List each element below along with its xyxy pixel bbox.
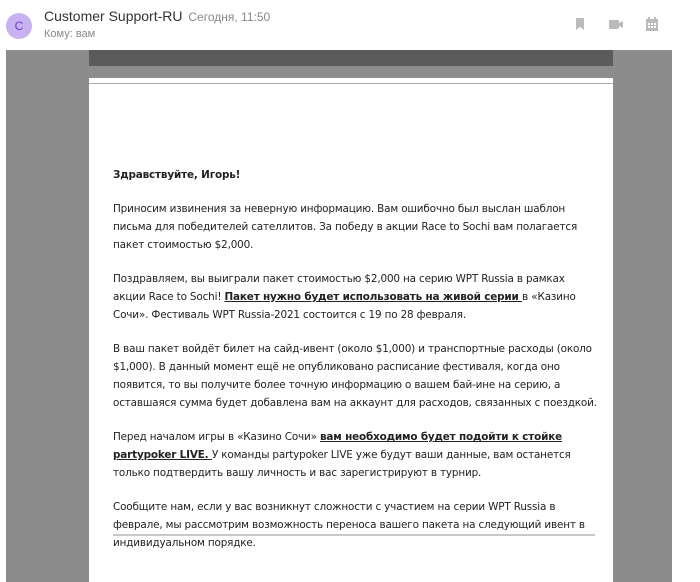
paragraph-5: Сообщите нам, если у вас возникнут сложности с участием на серии WPT Russia в феврале, мы рассмотрим возможность переноса вашего пакета на следующий ивент в индивидуальном порядке. (113, 501, 585, 549)
text: Поздравляем, вы выиграли пакет стоимостью $2,000 на серию WPT Russia в рамках акции Race to Sochi! (113, 273, 565, 303)
sender-name[interactable]: Customer Support-RU (44, 8, 183, 24)
email-banner (89, 50, 613, 66)
sender-line (44, 8, 270, 24)
paragraph-2 (113, 270, 597, 324)
text: У команды partypoker LIVE уже будут ваши данные, вам останется только подтвердить вашу личность и вас зарегистрируют в турнир. (113, 449, 571, 479)
video-icon[interactable] (608, 16, 624, 32)
sender-avatar[interactable]: C (6, 13, 32, 39)
paragraph-1: Приносим извинения за неверную информацию. Вам ошибочно был выслан шаблон письма для победителей сателлитов. За победу в акции Race to Sochi вам полагается пакет стоимостью $2,000. (113, 203, 578, 251)
greeting: Здравствуйте, Игорь! (113, 169, 241, 181)
recipient: Кому: вам (44, 28, 96, 40)
emphasis-link: вам необходимо будет подойти к стойке partypoker LIVE. (113, 431, 563, 461)
divider (113, 534, 595, 536)
paragraph-3: В ваш пакет войдёт билет на сайд-ивент (около $1,000) и транспортные расходы (около $1,000). В данный момент ещё не опубликовано расписание фестиваля, когда оно появится, то вы получите более точную информацию о вашем бай-ине на серию, а оставшаяся сумма будет добавлена вам на аккаунт для расходов, связанных с поездкой. (113, 343, 597, 409)
calendar-icon[interactable] (644, 16, 660, 32)
bookmark-icon[interactable] (572, 16, 588, 32)
emphasis-link: Пакет нужно будет использовать на живой серии (224, 291, 523, 303)
text: в «Казино Сочи». Фестиваль WPT Russia-2021 состоится с 19 по 28 февраля. (113, 291, 576, 321)
paragraph-4 (113, 428, 597, 482)
divider (89, 83, 613, 84)
email-date: Сегодня, 11:50 (188, 10, 271, 24)
text: Перед началом игры в «Казино Сочи» (113, 431, 320, 443)
email-body (89, 78, 613, 582)
email-header (0, 0, 700, 50)
